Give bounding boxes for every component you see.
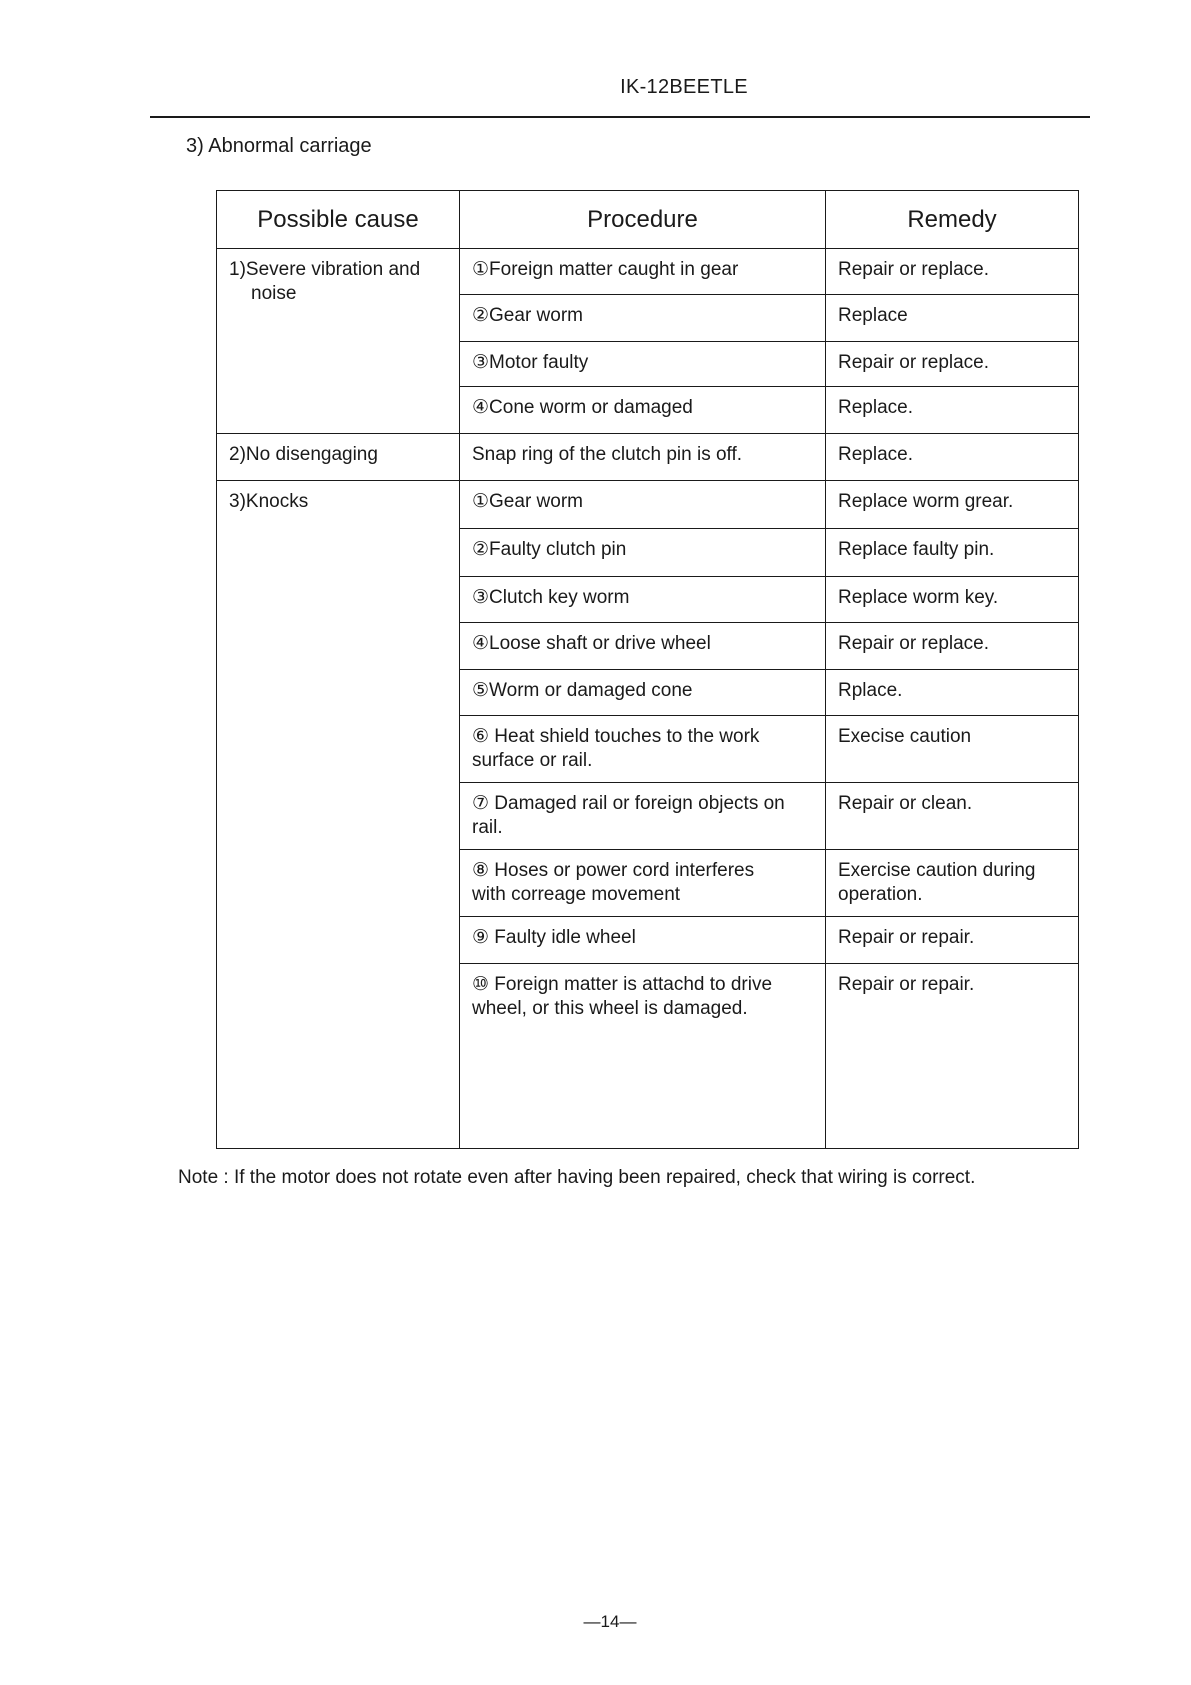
remedy-text: Repair or repair. [838,927,975,948]
table-body [217,249,1079,1149]
cause-cell [217,434,460,481]
procedure-text: ②Gear worm [472,305,583,326]
remedy-text: Repair or replace. [838,633,990,654]
table-row [217,434,1079,481]
remedy-text: Replace faulty pin. [838,539,995,560]
troubleshooting-table [216,190,1079,1149]
remedy-text: Replace worm grear. [838,491,1014,512]
procedure-text: ⑤Worm or damaged cone [472,680,693,701]
remedy-text: Exercise caution during operation. [838,860,1036,905]
cause-text: 2)No disengaging [229,444,378,465]
procedure-cell [460,670,826,716]
procedure-cell [460,295,826,342]
procedure-text: ⑧ Hoses or power cord interferes with correage movement [472,860,755,905]
cause-text: 1)Severe vibration and noise [229,259,421,304]
procedure-text: ⑥ Heat shield touches to the work surface or rail. [472,726,760,771]
column-header-cause: Possible cause [217,191,460,249]
procedure-text: ⑩ Foreign matter is attachd to drive wheel, or this wheel is damaged. [472,974,773,1019]
table-header-row [217,191,1079,249]
procedure-cell [460,850,826,917]
remedy-cell [826,577,1079,623]
procedure-cell [460,434,826,481]
procedure-text: Snap ring of the clutch pin is off. [472,444,743,465]
remedy-cell [826,387,1079,434]
procedure-text: ③Clutch key worm [472,587,630,608]
section-heading: 3) Abnormal carriage [186,135,372,157]
remedy-text: Replace. [838,397,913,418]
remedy-cell [826,529,1079,577]
procedure-cell [460,783,826,850]
column-header-procedure: Procedure [460,191,826,249]
procedure-cell [460,964,826,1149]
procedure-cell [460,249,826,295]
column-header-remedy: Remedy [826,191,1079,249]
remedy-cell [826,716,1079,783]
remedy-text: Replace worm key. [838,587,999,608]
remedy-cell [826,249,1079,295]
procedure-text: ⑨ Faulty idle wheel [472,927,636,948]
procedure-cell [460,917,826,964]
remedy-text: Replace. [838,444,913,465]
remedy-text: Replace [838,305,908,326]
remedy-cell [826,295,1079,342]
procedure-cell [460,623,826,670]
procedure-cell [460,716,826,783]
procedure-text: ①Gear worm [472,491,583,512]
remedy-cell [826,434,1079,481]
footnote: Note : If the motor does not rotate even after having been repaired, check that wiring is correct. [178,1167,976,1188]
cause-cell [217,481,460,1149]
procedure-cell [460,529,826,577]
remedy-cell [826,481,1079,529]
table-row [217,481,1079,529]
procedure-text: ②Faulty clutch pin [472,539,627,560]
document-header-title: IK-12BEETLE [620,76,748,98]
page-number: —14— [583,1612,637,1631]
remedy-text: Repair or clean. [838,793,973,814]
remedy-text: Rplace. [838,680,903,701]
procedure-text: ①Foreign matter caught in gear [472,259,739,280]
remedy-text: Repair or repair. [838,974,975,995]
procedure-text: ③Motor faulty [472,352,589,373]
remedy-text: Repair or replace. [838,352,990,373]
remedy-cell [826,783,1079,850]
cause-cell [217,249,460,434]
remedy-text: Execise caution [838,726,972,747]
remedy-cell [826,964,1079,1149]
remedy-cell [826,850,1079,917]
table-row [217,249,1079,295]
procedure-cell [460,387,826,434]
procedure-cell [460,342,826,387]
cause-text: 3)Knocks [229,491,309,512]
procedure-cell [460,577,826,623]
header-divider [150,116,1090,118]
procedure-text: ④Cone worm or damaged [472,397,693,418]
remedy-cell [826,623,1079,670]
remedy-cell [826,342,1079,387]
remedy-text: Repair or replace. [838,259,990,280]
procedure-text: ④Loose shaft or drive wheel [472,633,711,654]
remedy-cell [826,670,1079,716]
procedure-cell [460,481,826,529]
remedy-cell [826,917,1079,964]
procedure-text: ⑦ Damaged rail or foreign objects on rail. [472,793,785,838]
